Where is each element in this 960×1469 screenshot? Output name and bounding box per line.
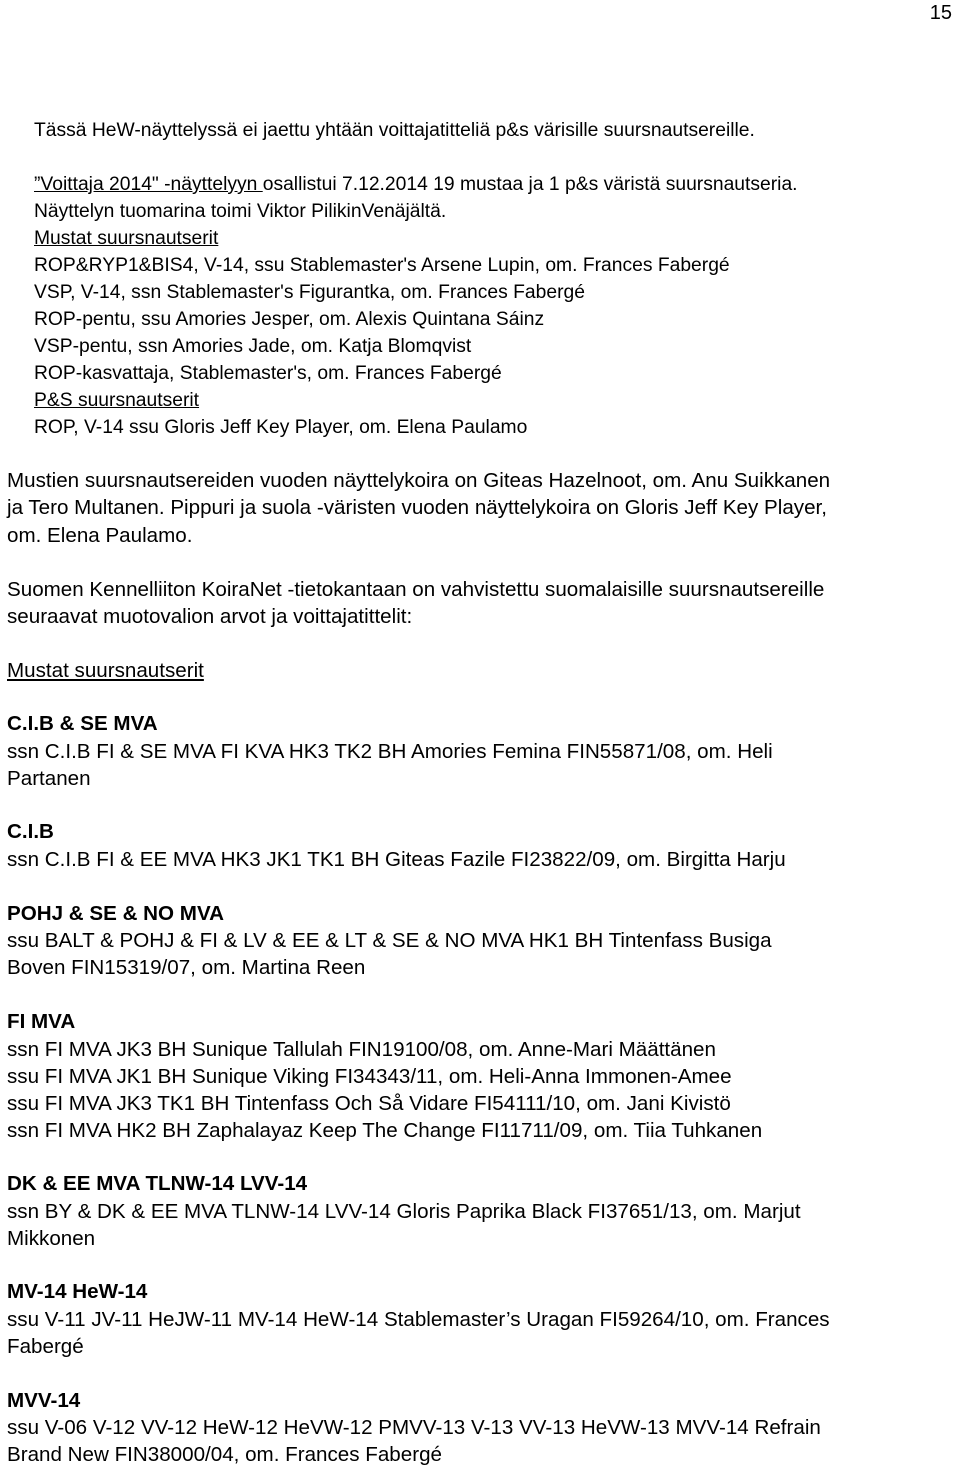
result-line: VSP-pentu, ssn Amories Jade, om. Katja Blomqvist xyxy=(34,336,472,357)
result-line: ROP&RYP1&BIS4, V-14, ssu Stablemaster's Arsene Lupin, om. Frances Fabergé xyxy=(34,255,730,276)
title-entry: ssn C.I.B FI & EE MVA HK3 JK1 TK1 BH Giteas Fazile FI23822/09, om. Birgitta Harju xyxy=(7,848,786,871)
result-line: ROP-pentu, ssu Amories Jesper, om. Alexis Quintana Sáinz xyxy=(34,309,545,330)
show-link[interactable]: ”Voittaja 2014" -näyttelyyn xyxy=(34,174,263,195)
title-entry: ssn C.I.B FI & SE MVA FI KVA HK3 TK2 BH Amories Femina FIN55871/08, om. Heli xyxy=(7,740,773,763)
intro-line-2 xyxy=(34,175,798,194)
title-heading: C.I.B xyxy=(7,820,54,843)
intro-line-3: Näyttelyn tuomarina toimi Viktor PilikinVenäjältä. xyxy=(34,201,447,222)
title-entry: Brand New FIN38000/04, om. Frances Fabergé xyxy=(7,1443,442,1466)
title-entry: ssu BALT & POHJ & FI & LV & EE & LT & SE & NO MVA HK1 BH Tintenfass Busiga xyxy=(7,929,772,952)
koiranet-line: seuraavat muotovalion arvot ja voittajatittelit: xyxy=(7,605,413,628)
intro-line-1: Tässä HeW-näyttelyssä ei jaettu yhtään voittajatitteliä p&s värisille suursnautsereille. xyxy=(34,120,755,141)
title-entry: Partanen xyxy=(7,767,91,790)
title-entry: ssn FI MVA JK3 BH Sunique Tallulah FIN19100/08, om. Anne-Mari Määttänen xyxy=(7,1038,716,1061)
title-heading: C.I.B & SE MVA xyxy=(7,712,158,735)
title-entry: ssu V-11 JV-11 HeJW-11 MV-14 HeW-14 Stablemaster’s Uragan FI59264/10, om. Frances xyxy=(7,1308,830,1331)
ps-results-heading: P&S suursnautserit xyxy=(34,390,200,411)
result-line: VSP, V-14, ssn Stablemaster's Figurantka, om. Frances Fabergé xyxy=(34,282,585,303)
year-dog-line: ja Tero Multanen. Pippuri ja suola -väristen vuoden näyttelykoira on Gloris Jeff Key Player, xyxy=(7,496,827,519)
title-heading: MV-14 HeW-14 xyxy=(7,1280,148,1303)
result-line: ROP, V-14 ssu Gloris Jeff Key Player, om. Elena Paulamo xyxy=(34,417,528,438)
title-heading: FI MVA xyxy=(7,1010,76,1033)
year-dog-line: Mustien suursnautsereiden vuoden näyttelykoira on Giteas Hazelnoot, om. Anu Suikkanen xyxy=(7,469,831,492)
title-entry: ssn FI MVA HK2 BH Zaphalayaz Keep The Change FI11711/09, om. Tiia Tuhkanen xyxy=(7,1119,763,1142)
title-entry: ssu FI MVA JK1 BH Sunique Viking FI34343/11, om. Heli-Anna Immonen-Amee xyxy=(7,1065,732,1088)
title-entry: Mikkonen xyxy=(7,1227,96,1250)
page-number: 15 xyxy=(929,2,952,24)
title-entry: ssn BY & DK & EE MVA TLNW-14 LVV-14 Gloris Paprika Black FI37651/13, om. Marjut xyxy=(7,1200,801,1223)
title-heading: DK & EE MVA TLNW-14 LVV-14 xyxy=(7,1172,308,1195)
title-entry: Fabergé xyxy=(7,1335,84,1358)
title-heading: MVV-14 xyxy=(7,1389,81,1412)
title-entry: ssu FI MVA JK3 TK1 BH Tintenfass Och Så Vidare FI54111/10, om. Jani Kivistö xyxy=(7,1092,731,1115)
title-entry: ssu V-06 V-12 VV-12 HeW-12 HeVW-12 PMVV-13 V-13 VV-13 HeVW-13 MVV-14 Refrain xyxy=(7,1416,821,1439)
black-results-heading: Mustat suursnautserit xyxy=(34,228,219,249)
result-line: ROP-kasvattaja, Stablemaster's, om. Frances Fabergé xyxy=(34,363,502,384)
intro-line-2-rest: osallistui 7.12.2014 19 mustaa ja 1 p&s väristä suursnautseria. xyxy=(262,174,798,195)
year-dog-line: om. Elena Paulamo. xyxy=(7,524,193,547)
black-section-title: Mustat suursnautserit xyxy=(7,659,204,682)
koiranet-line: Suomen Kennelliiton KoiraNet -tietokantaan on vahvistettu suomalaisille suursnautsereille xyxy=(7,578,825,601)
title-heading: POHJ & SE & NO MVA xyxy=(7,902,225,925)
title-entry: Boven FIN15319/07, om. Martina Reen xyxy=(7,956,366,979)
